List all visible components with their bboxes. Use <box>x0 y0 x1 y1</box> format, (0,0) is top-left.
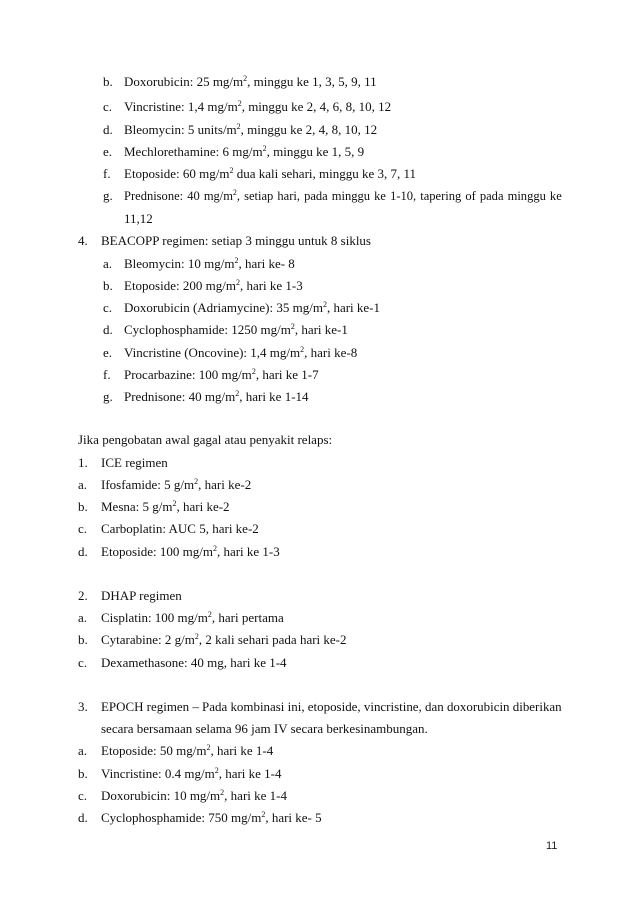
item-label: e. <box>103 345 113 360</box>
item-label: a. <box>78 477 88 492</box>
regimen-title: BEACOPP regimen: setiap 3 minggu untuk 8 siklus <box>101 233 371 248</box>
item-text: Doxorubicin (Adriamycine): 35 $mg/m^2$, hari ke-1 <box>124 300 380 315</box>
item-label: c. <box>103 300 113 315</box>
item-text: Prednisone: 40 $mg/m^2$, hari ke 1-14 <box>124 389 309 404</box>
item-text: Prednisone: 40 $mg/m^2$, setiap hari, pada minggu ke 1-10, tapering of pada minggu ke <box>124 188 562 203</box>
item-text: Etoposide: 50 $mg/m^2$, hari ke 1-4 <box>101 743 274 758</box>
item-label: d. <box>103 322 113 337</box>
item-text: Doxorubicin: 25 $mg/m^2$, minggu ke 1, 3, 5, 9, 11 <box>124 74 377 89</box>
item-text: Mechlorethamine: 6 $mg/m^2$, minggu ke 1, 5, 9 <box>124 144 365 159</box>
regimen-number: 4. <box>78 233 88 248</box>
item-label: c. <box>78 655 88 670</box>
item-text: Etoposide: 100 $mg/m^2$, hari ke 1-3 <box>101 544 280 559</box>
item-text: Ifosfamide: 5 $g/m^2$, hari ke-2 <box>101 477 252 492</box>
item-label: a. <box>78 743 88 758</box>
item-label: g. <box>103 389 113 404</box>
item-label: d. <box>78 544 88 559</box>
item-text: Vincristine: 1,4 $mg/m^2$, minggu ke 2, 4, 6, 8, 10, 12 <box>124 99 392 114</box>
regimen-number: 3. <box>78 699 88 714</box>
item-label: d. <box>78 810 88 825</box>
item-text: Cisplatin: 100 $mg/m^2$, hari pertama <box>101 610 284 625</box>
item-label: b. <box>103 74 113 89</box>
item-text: Cytarabine: 2 $g/m^2$, 2 kali sehari pada hari ke-2 <box>101 632 347 647</box>
item-text: Dexamethasone: 40 mg, hari ke 1-4 <box>101 655 287 670</box>
item-text: Carboplatin: AUC 5, hari ke-2 <box>101 521 259 536</box>
item-label: b. <box>78 766 88 781</box>
item-text: Bleomycin: 5 units/$m^2$, minggu ke 2, 4, 8, 10, 12 <box>124 122 378 137</box>
item-text: Vincristine (Oncovine): 1,4 $mg/m^2$, hari ke-8 <box>124 345 358 360</box>
item-label: e. <box>103 144 113 159</box>
item-label: f. <box>103 166 111 181</box>
item-text: Cyclophosphamide: 750 $mg/m^2$, hari ke- 5 <box>101 810 322 825</box>
regimen-number: 1. <box>78 455 88 470</box>
item-text: Cyclophosphamide: 1250 $mg/m^2$, hari ke-1 <box>124 322 348 337</box>
item-label: c. <box>78 788 88 803</box>
item-label: f. <box>103 367 111 382</box>
item-text: Procarbazine: 100 $mg/m^2$, hari ke 1-7 <box>124 367 319 382</box>
item-label: a. <box>78 610 88 625</box>
item-text: Doxorubicin: 10 $mg/m^2$, hari ke 1-4 <box>101 788 287 803</box>
item-text: Vincristine: 0.4 $mg/m^2$, hari ke 1-4 <box>101 766 282 781</box>
item-label: b. <box>78 632 88 647</box>
item-label: g. <box>103 188 113 203</box>
regimen-number: 2. <box>78 588 88 603</box>
item-text: Etoposide: 60 $mg/m^2$ dua kali sehari, minggu ke 3, 7, 11 <box>124 166 417 181</box>
item-label: a. <box>103 256 113 271</box>
item-text: Mesna: 5 $g/m^2$, hari ke-2 <box>101 499 230 514</box>
item-label: d. <box>103 122 113 137</box>
item-text: Bleomycin: 10 $mg/m^2$, hari ke- 8 <box>124 256 295 271</box>
item-label: c. <box>78 521 88 536</box>
item-label: c. <box>103 99 113 114</box>
regimen-title: ICE regimen <box>101 455 168 470</box>
item-text: Etoposide: 200 $mg/m^2$, hari ke 1-3 <box>124 278 303 293</box>
page-number: 11 <box>546 840 558 852</box>
item-label: b. <box>103 278 113 293</box>
regimen-title: EPOCH regimen – Pada kombinasi ini, etoposide, vincristine, dan doxorubicin diberikan <box>101 699 562 714</box>
regimen-title: DHAP regimen <box>101 588 182 603</box>
item-label: b. <box>78 499 88 514</box>
